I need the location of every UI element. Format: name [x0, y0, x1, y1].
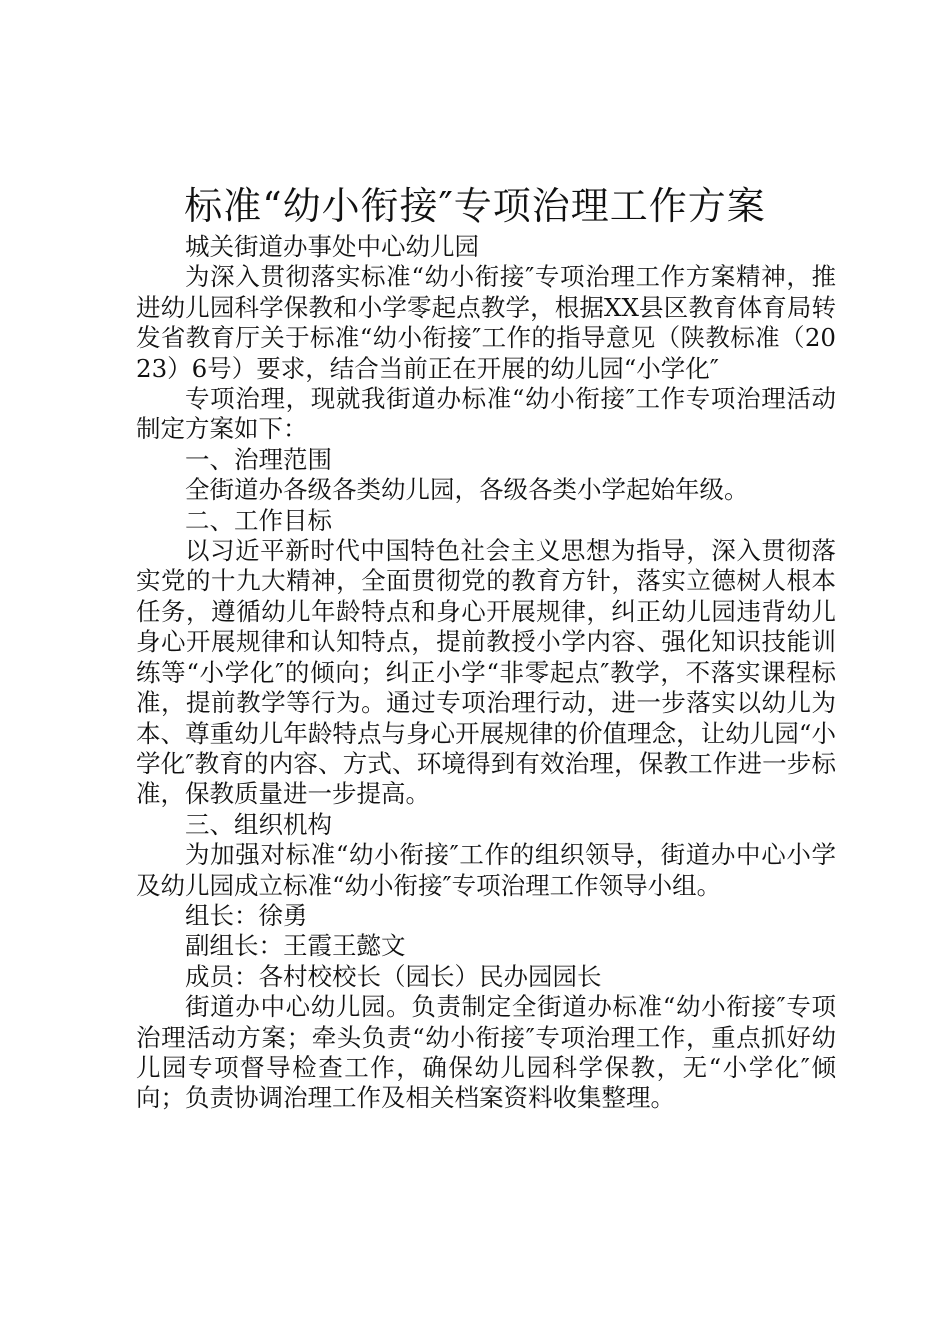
organization-paragraph: 为加强对标准“幼小衔接″工作的组织领导，街道办中心小学及幼儿园成立标准“幼小衔接″专项治理工作领导小组。 — [136, 840, 836, 900]
leader-line: 组长：徐勇 — [185, 900, 308, 930]
section-heading-organization: 三、组织机构 — [185, 809, 332, 839]
section-heading-scope: 一、治理范围 — [185, 444, 332, 474]
goals-paragraph: 以习近平新时代中国特色社会主义思想为指导，深入贯彻落实党的十九大精神，全面贯彻党的教育方针，落实立德树人根本任务，遵循幼儿年龄特点和身心开展规律，纠正幼儿园违背幼儿身心开展规律和认知特点，提前教授小学内容、强化知识技能训练等“小学化″的倾向；纠正小学“非零起点″教学，不落实课程标准，提前教学等行为。通过专项治理行动，进一步落实以幼儿为本、尊重幼儿年龄特点与身心开展规律的价值理念，让幼儿园“小学化″教育的内容、方式、环境得到有效治理，保教工作进一步标准，保教质量进一步提高。 — [136, 536, 836, 809]
intro-paragraph-continued: 专项治理，现就我街道办标准“幼小衔接″工作专项治理活动制定方案如下： — [136, 384, 836, 444]
members-line: 成员：各村校校长（园长）民办园园长 — [185, 961, 602, 991]
document-title: 标准“幼小衔接″专项治理工作方案 — [184, 184, 766, 228]
deputy-leader-line: 副组长：王霞王懿文 — [185, 931, 406, 961]
responsibility-paragraph: 街道办中心幼儿园。负责制定全街道办标准“幼小衔接″专项治理活动方案；牵头负责“幼小衔接″专项治理工作，重点抓好幼儿园专项督导检查工作，确保幼儿园科学保教，无“小学化″倾向；负责协调治理工作及相关档案资料收集整理。 — [136, 992, 836, 1113]
section-heading-goals: 二、工作目标 — [185, 505, 332, 535]
scope-paragraph: 全街道办各级各类幼儿园，各级各类小学起始年级。 — [185, 475, 749, 505]
organization-line: 城关街道办事处中心幼儿园 — [185, 232, 479, 261]
intro-paragraph: 为深入贯彻落实标准“幼小衔接″专项治理工作方案精神，推进幼儿园科学保教和小学零起点教学，根据XX县区教育体育局转发省教育厅关于标准“幼小衔接″工作的指导意见（陕教标准（2023）6号）要求，结合当前正在开展的幼儿园“小学化″ — [136, 262, 836, 383]
document-body — [136, 232, 836, 1114]
